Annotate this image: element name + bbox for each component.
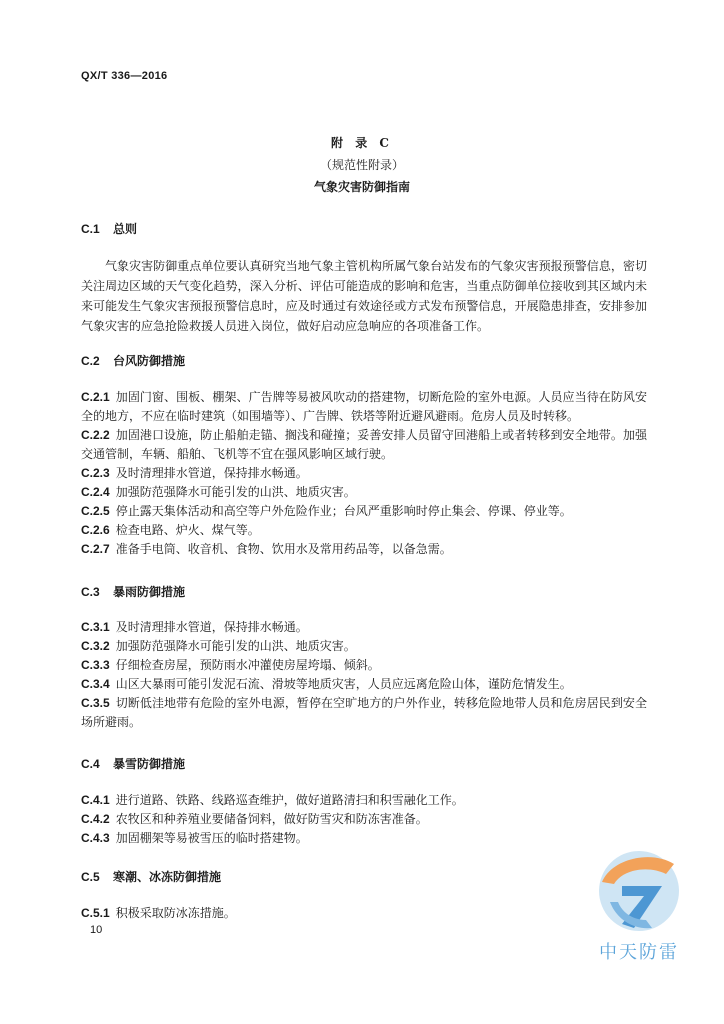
clause-number: C.2.2: [81, 428, 110, 442]
clause-number: C.3.4: [81, 677, 110, 691]
clause-number: C.4.2: [81, 812, 110, 826]
clause-list-c5: [81, 904, 647, 923]
clause-text: 准备手电筒、收音机、食物、饮用水及常用药品等，以备急需。: [115, 542, 452, 556]
section-heading-c1: [81, 221, 137, 238]
clause-number: C.2.1: [81, 390, 110, 404]
zhongtian-logo-icon: [592, 846, 686, 936]
section-title: 台风防御措施: [113, 354, 186, 368]
section-number: C.2: [81, 354, 100, 368]
clause-number: C.2.5: [81, 504, 110, 518]
section-number: C.3: [81, 585, 100, 599]
clause-text: 山区大暴雨可能引发泥石流、滑坡等地质灾害，人员应远离危险山体，谨防危情发生。: [115, 677, 572, 691]
clause-list-c4: [81, 791, 647, 848]
clause-text: 仔细检查房屋，预防雨水冲灌使房屋垮塌、倾斜。: [115, 658, 380, 672]
clause-item: [81, 540, 647, 559]
clause-text: 及时清理排水管道，保持排水畅通。: [115, 466, 308, 480]
clause-item: [81, 637, 647, 656]
appendix-title: 附 录 C: [331, 136, 393, 150]
section-title: 总则: [113, 222, 138, 236]
clause-item: [81, 426, 647, 464]
clause-text: 切断低洼地带有危险的室外电源，暂停在空旷地方的户外作业，转移危险地带人员和危房居民到安全场所避雨。: [81, 696, 647, 729]
clause-number: C.2.4: [81, 485, 110, 499]
appendix-subtitle: 气象灾害防御指南: [313, 180, 410, 194]
section-heading-c3: [81, 584, 185, 601]
clause-number: C.3.2: [81, 639, 110, 653]
clause-item: [81, 502, 647, 521]
clause-text: 停止露天集体活动和高空等户外危险作业；台风严重影响时停止集会、停课、停业等。: [115, 504, 572, 518]
section-number: C.1: [81, 222, 100, 236]
clause-number: C.5.1: [81, 906, 110, 920]
clause-text: 加强防范强降水可能引发的山洪、地质灾害。: [115, 485, 356, 499]
clause-item: [81, 791, 647, 810]
clause-item: [81, 618, 647, 637]
section-title: 暴雨防御措施: [113, 585, 186, 599]
clause-item: [81, 464, 647, 483]
section-title: 寒潮、冰冻防御措施: [113, 870, 222, 884]
clause-number: C.3.5: [81, 696, 110, 710]
section-number: C.5: [81, 870, 100, 884]
section-paragraph: 气象灾害防御重点单位要认真研究当地气象主管机构所属气象台站发布的气象灾害预报预警信息，密切关注周边区域的天气变化趋势，深入分析、评估可能造成的影响和危害，当重点防御单位接收到其区域内未来可能发生气象灾害预报预警信息时，应及时通过有效途径或方式发布预警信息，开展隐患排查，安排参加气象灾害的应急抢险救援人员进入岗位，做好启动应急响应的各项准备工作。: [81, 259, 647, 333]
appendix-type: （规范性附录）: [319, 158, 404, 172]
clause-text: 加固港口设施，防止船舶走锚、搁浅和碰撞；妥善安排人员留守回港船上或者转移到安全地带。加强交通管制，车辆、船舶、飞机等不宜在强风影响区域行驶。: [81, 428, 647, 461]
clause-item: [81, 388, 647, 426]
standard-code: QX/T 336—2016: [81, 70, 168, 82]
section-heading-c2: [81, 353, 185, 370]
clause-text: 加强防范强降水可能引发的山洪、地质灾害。: [115, 639, 356, 653]
appendix-heading: [0, 132, 724, 198]
clause-item: [81, 829, 647, 848]
clause-text: 及时清理排水管道，保持排水畅通。: [115, 620, 308, 634]
section-number: C.4: [81, 757, 100, 771]
section-heading-c5: [81, 869, 221, 886]
clause-text: 积极采取防冰冻措施。: [115, 906, 236, 920]
clause-number: C.4.3: [81, 831, 110, 845]
watermark-text: 中天防雷: [599, 942, 679, 963]
clause-item: [81, 810, 647, 829]
section-title: 暴雪防御措施: [113, 757, 186, 771]
page-number: 10: [90, 924, 103, 936]
clause-item: [81, 694, 647, 732]
clause-item: [81, 521, 647, 540]
clause-list-c3: [81, 618, 647, 732]
clause-text: 农牧区和种养殖业要储备饲料，做好防雪灾和防冻害准备。: [115, 812, 428, 826]
clause-text: 进行道路、铁路、线路巡查维护，做好道路清扫和积雪融化工作。: [115, 793, 464, 807]
clause-number: C.2.3: [81, 466, 110, 480]
clause-item: [81, 656, 647, 675]
clause-text: 加固门窗、围板、棚架、广告牌等易被风吹动的搭建物，切断危险的室外电源。人员应当待在防风安全的地方，不应在临时建筑（如围墙等）、广告牌、铁塔等附近避风避雨。危房人员及时转移。: [81, 390, 647, 423]
clause-number: C.3.1: [81, 620, 110, 634]
clause-number: C.4.1: [81, 793, 110, 807]
clause-item: [81, 675, 647, 694]
clause-item: [81, 904, 647, 923]
clause-item: [81, 483, 647, 502]
clause-number: C.3.3: [81, 658, 110, 672]
clause-number: C.2.6: [81, 523, 110, 537]
section-heading-c4: [81, 756, 185, 773]
clause-list-c2: [81, 388, 647, 559]
clause-text: 加固棚架等易被雪压的临时搭建物。: [115, 831, 308, 845]
watermark: [584, 846, 694, 966]
clause-number: C.2.7: [81, 542, 110, 556]
clause-text: 检查电路、炉火、煤气等。: [115, 523, 260, 537]
